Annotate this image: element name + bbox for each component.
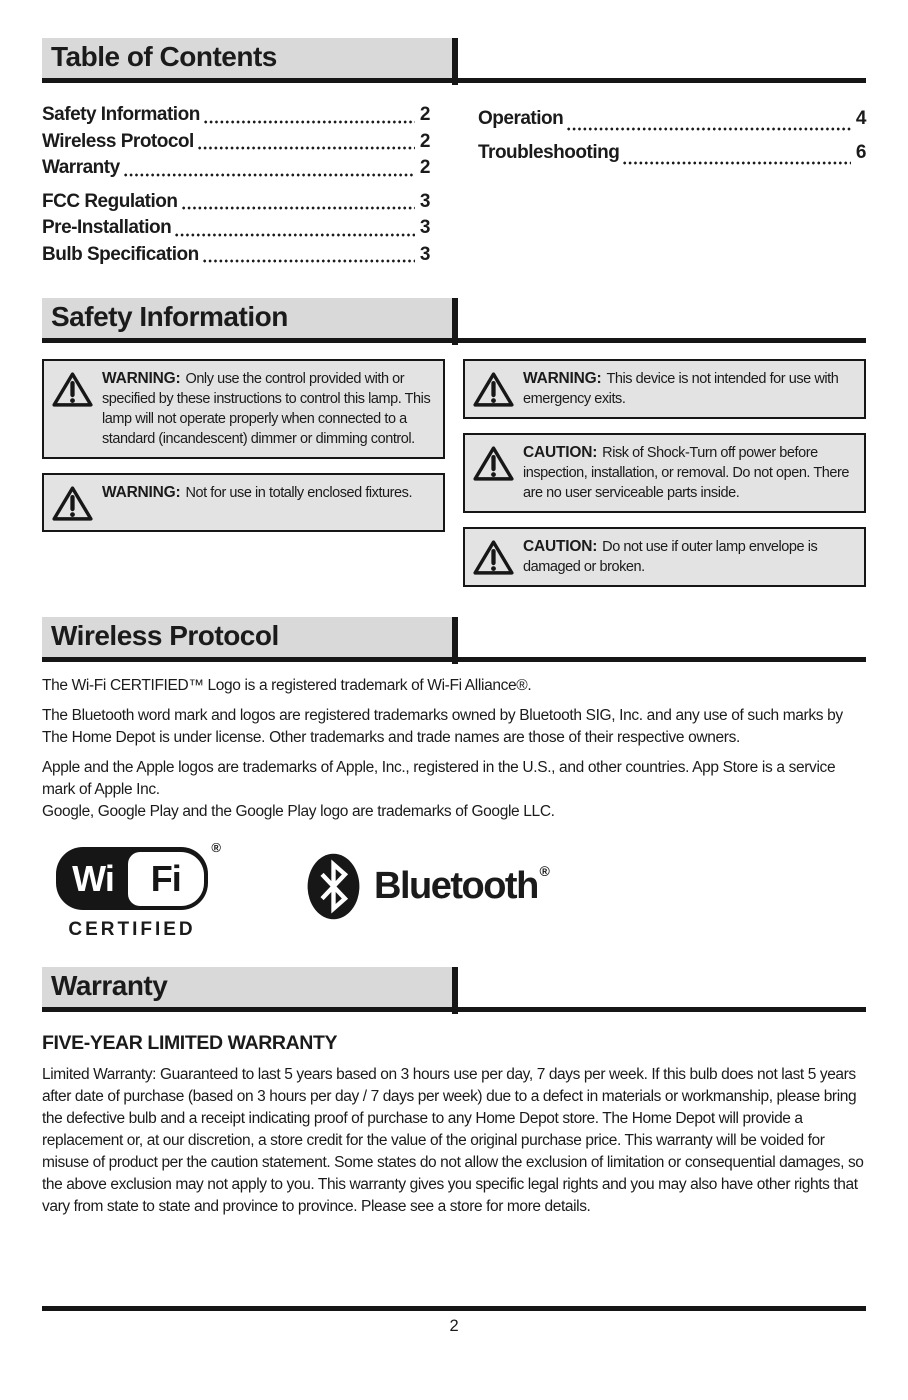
dot-leader bbox=[622, 136, 851, 170]
toc-page-number: 3 bbox=[419, 190, 430, 212]
toc-label: Bulb Specification bbox=[42, 243, 199, 265]
warning-text bbox=[523, 537, 855, 577]
warning-column-left bbox=[42, 359, 445, 587]
safety-title: Safety Information bbox=[51, 301, 288, 332]
warning-label: WARNING: bbox=[102, 370, 181, 387]
toc-page-number: 3 bbox=[419, 243, 430, 265]
apple-trademark-paragraph: Apple and the Apple logos are trademarks of Apple, Inc., registered in the U.S., and other countries. App Store is a service mark of Apple Inc. bbox=[42, 759, 836, 798]
toc-entry-pre-installation bbox=[42, 215, 430, 242]
wireless-title: Wireless Protocol bbox=[51, 620, 279, 651]
warning-text bbox=[102, 369, 434, 449]
header-bar bbox=[452, 967, 458, 1014]
header-bar bbox=[452, 617, 458, 664]
warning-body: Do not use if outer lamp envelope is damaged or broken. bbox=[523, 539, 818, 575]
warning-body: Only use the control provided with or specified by these instructions to control this lamp. This lamp will not operate properly when connected to a standard (incandescent) dimmer or dimming control. bbox=[102, 371, 431, 447]
header-box bbox=[42, 967, 452, 1007]
dot-leader bbox=[202, 242, 415, 269]
warning-body: Risk of Shock-Turn off power before inspection, installation, or removal. Do not open. There are no user serviceable parts inside. bbox=[523, 445, 849, 501]
safety-section-header bbox=[42, 298, 866, 343]
warning-label: CAUTION: bbox=[523, 444, 598, 461]
toc-label: FCC Regulation bbox=[42, 190, 178, 212]
registered-trademark-symbol: ® bbox=[211, 840, 221, 855]
toc-right-column bbox=[478, 102, 866, 268]
toc-page-number: 6 bbox=[855, 142, 866, 163]
toc-label: Operation bbox=[478, 108, 564, 129]
warning-label: WARNING: bbox=[102, 484, 181, 501]
warning-text bbox=[102, 483, 412, 503]
toc-title: Table of Contents bbox=[51, 41, 277, 72]
dot-leader bbox=[197, 129, 415, 156]
warning-column-right bbox=[463, 359, 866, 587]
toc-entry-fcc-regulation bbox=[42, 189, 430, 216]
warning-triangle-icon bbox=[52, 485, 93, 522]
warning-label: WARNING: bbox=[523, 370, 602, 387]
toc-entry-warranty bbox=[42, 155, 430, 182]
warning-boxes-grid bbox=[42, 359, 866, 587]
toc-section-header bbox=[42, 38, 866, 83]
toc-label: Warranty bbox=[42, 157, 120, 178]
toc-label: Safety Information bbox=[42, 104, 200, 125]
toc-page-number: 4 bbox=[855, 108, 866, 129]
section-warranty bbox=[42, 967, 866, 1218]
warning-text bbox=[523, 369, 855, 409]
toc-left-column bbox=[42, 102, 430, 268]
warranty-section-header bbox=[42, 967, 866, 1012]
registered-trademark-symbol: ® bbox=[539, 863, 550, 879]
warning-triangle-icon bbox=[473, 539, 514, 576]
warning-body: This device is not intended for use with emergency exits. bbox=[523, 371, 839, 407]
toc-columns bbox=[42, 102, 866, 268]
toc-entry-safety-information bbox=[42, 102, 430, 129]
warning-text bbox=[523, 443, 855, 503]
warning-triangle-icon bbox=[473, 445, 514, 482]
warranty-body-paragraph: Limited Warranty: Guaranteed to last 5 years based on 3 hours use per day, 7 days per week. If this bulb does not last 5 years after date of purchase (based on 3 hours per day / 7 days per week) due to a defect in materials or workmanship, please bring the defective bulb and a receipt indicating proof of purchase to any Home Depot store. The Home Depot will provide a replacement or, at our discretion, a store credit for the value of the original purchase price. This warranty will be voided for misuse of product per the caution statement. Some states do not allow the exclusion of limitation or consequential damages, so the above exclusion may not apply to you. This warranty gives you specific legal rights and you may also have other rights that vary from state to state and province to province. Please see a store for more details. bbox=[42, 1066, 864, 1215]
toc-page-number: 3 bbox=[419, 217, 430, 238]
toc-entry-operation bbox=[478, 102, 866, 136]
bluetooth-trademark-paragraph: The Bluetooth word mark and logos are registered trademarks owned by Bluetooth SIG, Inc. and any use of such marks by The Home Depot is under license. Other trademarks and trade names are those of their respective owners. bbox=[42, 707, 843, 746]
header-bar bbox=[452, 298, 458, 345]
warning-triangle-icon bbox=[52, 371, 93, 408]
toc-label: Troubleshooting bbox=[478, 142, 620, 163]
bluetooth-logo bbox=[306, 852, 550, 921]
warranty-heading: FIVE-YEAR LIMITED WARRANTY bbox=[42, 1032, 338, 1054]
toc-page-number: 2 bbox=[419, 157, 430, 178]
wifi-fi-text: Fi bbox=[128, 852, 204, 906]
dot-leader bbox=[566, 102, 851, 136]
warning-body: Not for use in totally enclosed fixtures. bbox=[185, 485, 413, 501]
toc-label: Pre-Installation bbox=[42, 217, 172, 238]
section-safety-information bbox=[42, 298, 866, 587]
caution-box-envelope bbox=[463, 527, 866, 587]
bluetooth-wordmark bbox=[374, 865, 550, 908]
warning-box-dimmer bbox=[42, 359, 445, 459]
section-table-of-contents bbox=[42, 38, 866, 268]
toc-entry-bulb-specification bbox=[42, 242, 430, 269]
toc-entry-wireless-protocol bbox=[42, 129, 430, 156]
toc-page-number: 2 bbox=[419, 104, 430, 125]
warning-triangle-icon bbox=[473, 371, 514, 408]
wifi-trademark-paragraph: The Wi-Fi CERTIFIED™ Logo is a registered trademark of Wi-Fi Alliance®. bbox=[42, 677, 532, 694]
header-box bbox=[42, 38, 452, 78]
warning-label: CAUTION: bbox=[523, 538, 598, 555]
warning-box-enclosed-fixtures bbox=[42, 473, 445, 532]
section-wireless-protocol bbox=[42, 617, 866, 941]
google-trademark-paragraph: Google, Google Play and the Google Play logo are trademarks of Google LLC. bbox=[42, 803, 555, 820]
page-footer bbox=[42, 1306, 866, 1400]
wifi-badge-icon bbox=[56, 840, 221, 910]
warranty-title: Warranty bbox=[51, 970, 168, 1001]
page-number: 2 bbox=[449, 1317, 459, 1335]
toc-page-number: 2 bbox=[419, 130, 430, 152]
wifi-wi-text: Wi bbox=[72, 857, 114, 899]
certification-logos bbox=[56, 840, 866, 941]
wifi-certified-caption: CERTIFIED bbox=[68, 919, 196, 940]
header-bar bbox=[452, 38, 458, 85]
dot-leader bbox=[174, 215, 415, 242]
dot-leader bbox=[181, 189, 415, 216]
caution-box-shock bbox=[463, 433, 866, 513]
warning-box-emergency-exits bbox=[463, 359, 866, 419]
wifi-certified-logo bbox=[56, 840, 221, 941]
header-box bbox=[42, 298, 452, 338]
toc-entry-troubleshooting bbox=[478, 136, 866, 170]
dot-leader bbox=[203, 102, 415, 129]
dot-leader bbox=[123, 155, 415, 182]
bluetooth-name: Bluetooth bbox=[374, 865, 538, 907]
header-box bbox=[42, 617, 452, 657]
wireless-section-header bbox=[42, 617, 866, 662]
bluetooth-rune-icon bbox=[306, 852, 361, 921]
toc-label: Wireless Protocol bbox=[42, 130, 194, 152]
